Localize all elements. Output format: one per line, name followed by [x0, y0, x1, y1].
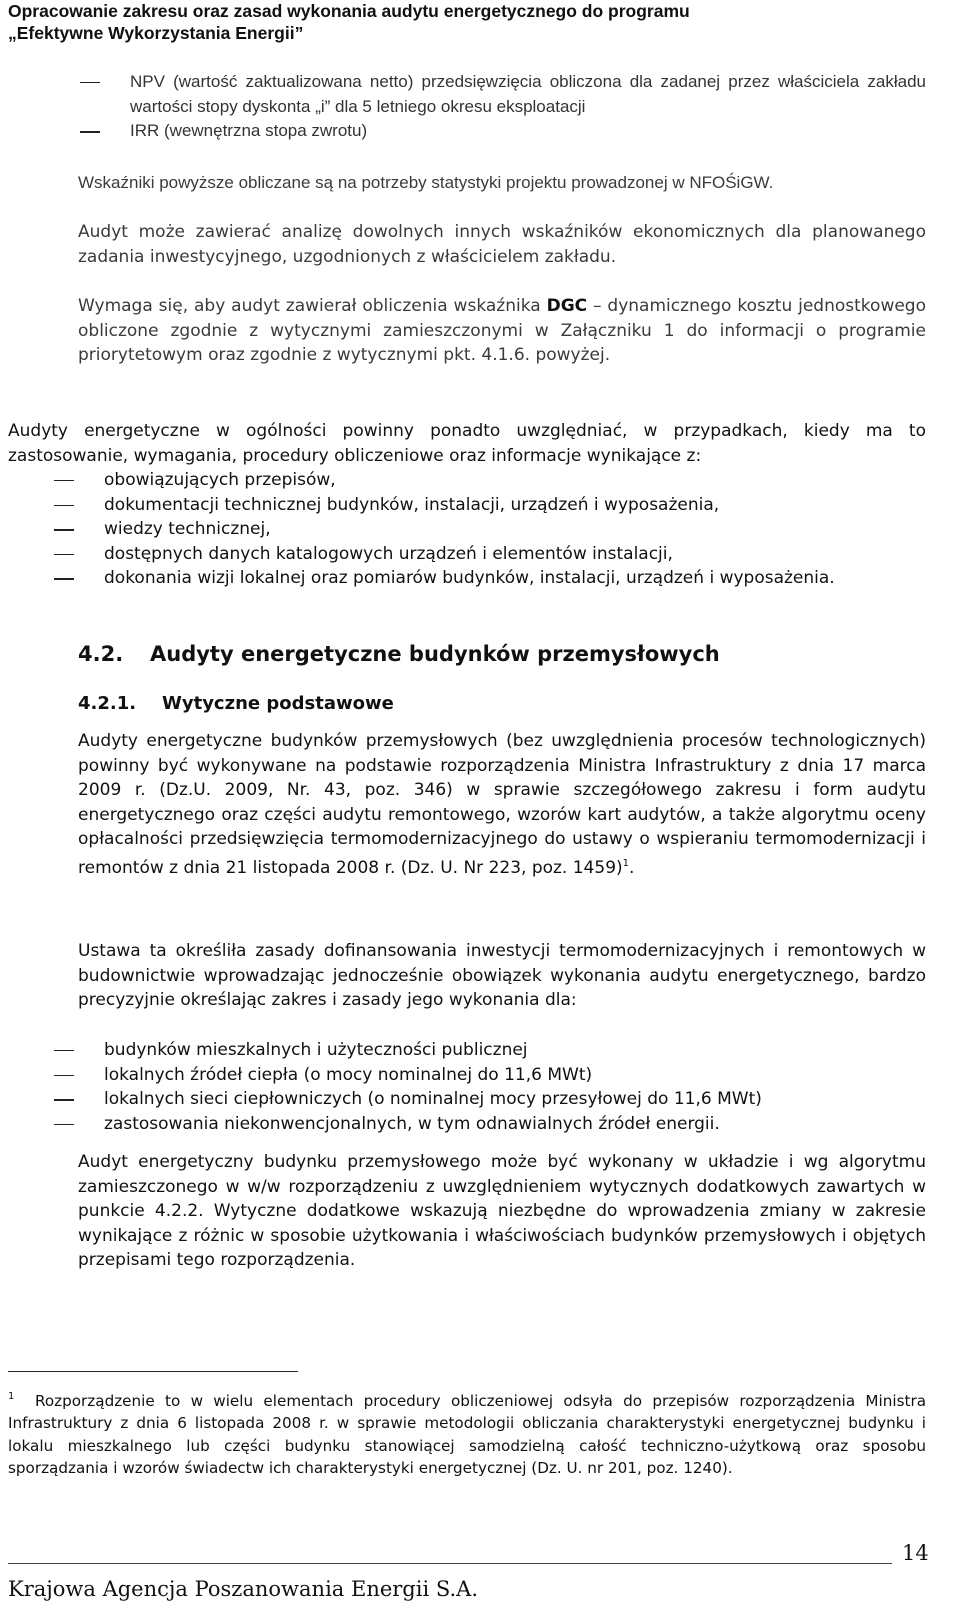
footer-organization: Krajowa Agencja Poszanowania Energii S.A. [8, 1577, 479, 1601]
list-item: NPV (wartość zaktualizowana netto) przedsięwzięcia obliczona dla zadanej przez właściciela zakładu wartości stopy dyskonta „i” dla 5 letniego okresu eksploatacji [130, 72, 926, 116]
list-item: dostępnych danych katalogowych urządzeń i elementów instalacji, [104, 543, 673, 564]
section-number: 4.2.1. [78, 693, 137, 714]
economic-indicator-list [78, 70, 926, 144]
industrial-audit-paragraph: Audyt energetyczny budynku przemysłowego może być wykonany w układzie i wg algorytmu zamieszczonego w w/w rozporządzeniu z uwzględnieniem wytycznych dodatkowych zawartych w punkcie 4.2.2. Wytyczne dodatkowe wskazują niezbędne do wprowadzenia zmiany w zakresie wynikające z różnic w sposobie użytkowania i właściwościach budynków przemysłowych i objętych przepisami tego rozporządzenia. [78, 1152, 926, 1271]
section-title: Audyty energetyczne budynków przemysłowych [150, 642, 720, 666]
dgc-term: DGC [546, 296, 588, 316]
list-item: dokumentacji technicznej budynków, instalacji, urządzeń i wyposażenia, [104, 494, 720, 515]
page-number: 14 [902, 1541, 929, 1565]
general-intro: Audyty energetyczne w ogólności powinny ponadto uwzględniać, w przypadkach, kiedy ma to zastosowanie, wymagania, procedury obliczeniowe oraz informacje wynikające z: [8, 421, 926, 466]
header-title-line-1: Opracowanie zakresu oraz zasad wykonania audytu energetycznego do programu [8, 1, 690, 21]
footer-divider [8, 1563, 892, 1564]
section-number: 4.2. [78, 642, 124, 666]
list-item: lokalnych źródeł ciepła (o mocy nominalnej do 11,6 MWt) [104, 1064, 593, 1085]
section-title: Wytyczne podstawowe [162, 693, 394, 714]
dgc-paragraph: Wymaga się, aby audyt zawierał obliczenia wskaźnika DGC – dynamicznego kosztu jednostkowego obliczone zgodnie z wytycznymi zamieszczonymi w Załączniku 1 do informacji o programie priorytetowym oraz zgodnie z wytycznymi pkt. 4.1.6. powyżej. [78, 296, 926, 366]
stats-note: Wskaźniki powyższe obliczane są na potrzeby statystyki projektu prowadzonej w NFOŚiGW. [78, 173, 774, 192]
audit-scope-list [52, 1038, 926, 1136]
list-item: obowiązujących przepisów, [104, 470, 336, 490]
footnote-divider [8, 1371, 298, 1372]
footnote-marker: 1 [8, 1391, 15, 1402]
footnote-reference: 1 [622, 857, 630, 869]
section-heading-4-2-1 [78, 692, 394, 716]
footnote: $^1$ Rozporządzenie to w wielu elementach procedury obliczeniowej odsyła do przepisów rozporządzenia Ministra Infrastruktury z dnia 6 listopada 2008 r. w sprawie metodologii obliczania charakterystyki energetycznej budynku i lokalu mieszkalnego lub części budynku stanowiącej samodzielną całość techniczno-użytkową oraz sposobu sporządzania i wzorów świadectw ich charakterystyki energetycznej (Dz. U. nr 201, poz. 1240). [8, 1391, 927, 1478]
general-sources-list [52, 468, 926, 591]
list-item: IRR (wewnętrzna stopa zwrotu) [130, 121, 368, 141]
act-paragraph: Ustawa ta określiła zasady dofinansowania inwestycji termomodernizacyjnych i remontowych w budownictwie wprowadzając jednocześnie obowiązek wykonania audytu energetycznego, bardzo precyzyjnie określając zakres i zasady jego wykonania dla: [78, 941, 926, 1011]
audit-note: Audyt może zawierać analizę dowolnych innych wskaźników ekonomicznych dla planowanego zadania inwestycyjnego, uzgodnionych z właścicielem zakładu. [78, 222, 926, 267]
list-item: lokalnych sieci ciepłowniczych (o nominalnej mocy przesyłowej do 11,6 MWt) [104, 1089, 762, 1110]
header-title-line-2: „Efektywne Wykorzystania Energii” [8, 23, 304, 43]
list-item: zastosowania niekonwencjonalnych, w tym odnawialnych źródeł energii. [104, 1113, 720, 1134]
regulation-paragraph: Audyty energetyczne budynków przemysłowych (bez uwzględnienia procesów technologicznych) powinny być wykonywane na podstawie rozporządzenia Ministra Infrastruktury z dnia 17 marca 2009 r. (Dz.U. 2009, Nr. 43, poz. 346) w sprawie szczegółowego zakresu i form audytu energetycznego oraz części audytu remontowego, wzorów kart audytów, a także algorytmu oceny opłacalności przedsięwzięcia termomodernizacyjnego do ustawy o wspieraniu termomodernizacji i remontów z dnia 21 listopada 2008 r. (Dz. U. Nr 223, poz. 1459)$^1$. [78, 731, 926, 878]
list-item: budynków mieszkalnych i użyteczności publicznej [104, 1040, 528, 1060]
section-heading-4-2 [78, 641, 720, 667]
list-item: wiedzy technicznej, [104, 519, 271, 540]
list-item: dokonania wizji lokalnej oraz pomiarów budynków, instalacji, urządzeń i wyposażenia. [104, 568, 835, 589]
running-header [8, 0, 908, 44]
